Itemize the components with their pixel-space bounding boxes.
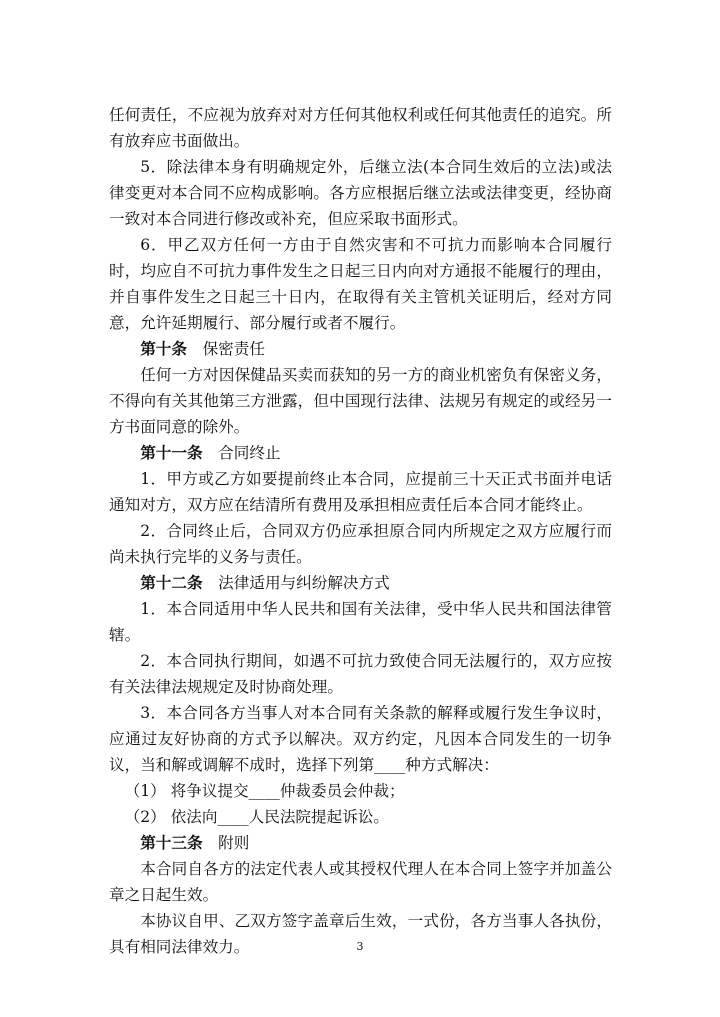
list-item: （1） 将争议提交____仲裁委员会仲裁； — [124, 782, 405, 800]
paragraph: 任何责任，不应视为放弃对对方任何其他权利或任何其他责任的追究。所有放弃应书面做出。 — [109, 106, 612, 150]
section-number: 第十三条 — [140, 833, 203, 852]
paragraph: 本协议自甲、乙双方签字盖章后生效，一式份，各方当事人各执份，具有相同法律效力。 — [109, 912, 612, 956]
list-item: （2） 依法向____人民法院提起诉讼。 — [124, 808, 389, 826]
paragraph: 6．甲乙双方任何一方由于自然灾害和不可抗力而影响本合同履行时，均应自不可抗力事件发生之日起三日内向对方通报不能履行的理由，并自事件发生之日起三十日内，在取得有关主管机关证明后，经对方同意，允许延期履行、部分履行或者不履行。 — [109, 236, 612, 332]
section-title: 法律适用与纠纷解决方式 — [218, 574, 390, 592]
section-heading — [109, 336, 612, 362]
paragraph: 3．本合同各方当事人对本合同有关条款的解释或履行发生争议时，应通过友好协商的方式予以解决。双方约定，凡因本合同发生的一切争议，当和解或调解不成时，选择下列第____种方式解决： — [109, 704, 612, 774]
paragraph: 5．除法律本身有明确规定外，后继立法(本合同生效后的立法)或法律变更对本合同不应构成影响。各方应根据后继立法或法律变更，经协商一致对本合同进行修改或补充，但应采取书面形式。 — [109, 158, 612, 228]
paragraph: 2．本合同执行期间，如遇不可抗力致使合同无法履行的，双方应按有关法律法规规定及时协商处理。 — [109, 652, 612, 696]
page-number: 3 — [356, 940, 364, 953]
paragraph: 1．甲方或乙方如要提前终止本合同，应提前三十天正式书面并电话通知对方，双方应在结清所有费用及承担相应责任后本合同才能终止。 — [109, 470, 612, 514]
section-heading — [109, 440, 612, 466]
section-number: 第十条 — [140, 339, 187, 358]
paragraph: 任何一方对因保健品买卖而获知的另一方的商业机密负有保密义务，不得向有关其他第三方泄露，但中国现行法律、法规另有规定的或经另一方书面同意的除外。 — [109, 366, 612, 436]
paragraph: 1．本合同适用中华人民共和国有关法律，受中华人民共和国法律管辖。 — [109, 600, 612, 644]
section-number: 第十一条 — [140, 443, 203, 462]
paragraph: 本合同自各方的法定代表人或其授权代理人在本合同上签字并加盖公章之日起生效。 — [109, 860, 612, 904]
paragraph: 2．合同终止后，合同双方仍应承担原合同内所规定之双方应履行而尚未执行完毕的义务与责任。 — [109, 522, 612, 566]
section-heading — [109, 570, 612, 596]
section-title: 合同终止 — [218, 444, 281, 462]
document-body — [109, 102, 612, 960]
section-heading — [109, 830, 612, 856]
section-number: 第十二条 — [140, 573, 203, 592]
section-title: 附则 — [218, 834, 250, 852]
section-title: 保密责任 — [202, 340, 265, 358]
